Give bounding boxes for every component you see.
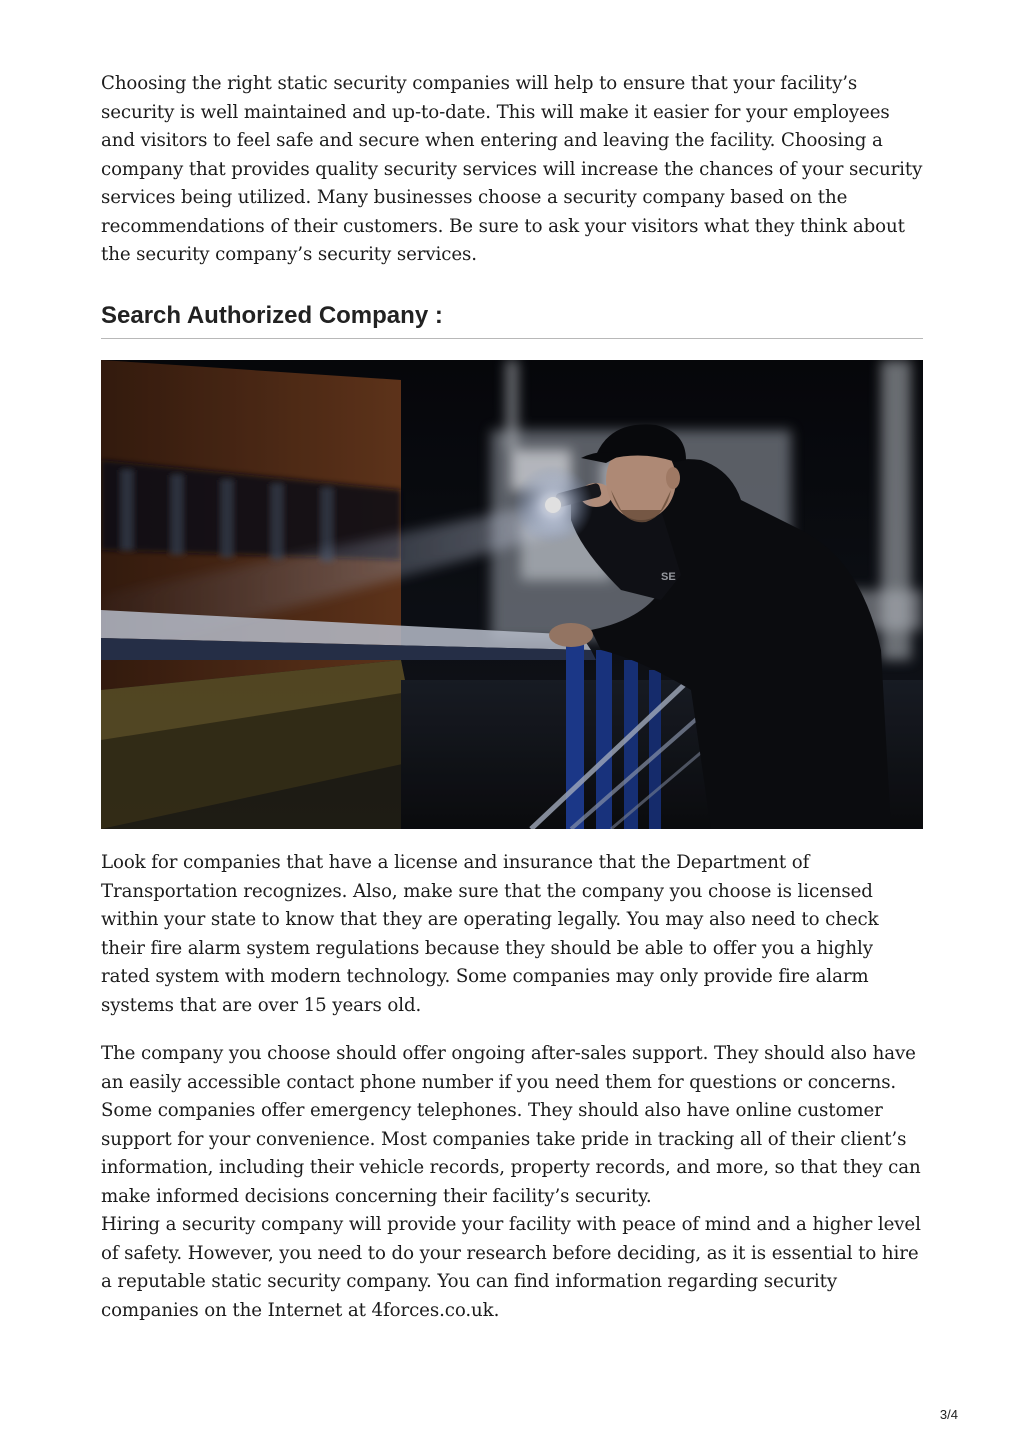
intro-paragraph: Choosing the right static security companies will help to ensure that your facility’s security is well maintained and up-to-date. This will make it easier for your employees and visitors to feel safe and secure when entering and leaving the facility. Choosing a company that provides quality security services will increase the chances of your security services being utilized. Many businesses choose a security company based on the recommendations of their customers. Be sure to ask your visitors what they think about the security company’s security services. (101, 73, 923, 265)
hiring-paragraph: Hiring a security company will provide your facility with peace of mind and a higher level of safety. However, you need to do your research before deciding, as it is essential to hire a reputable static security company. You can find information regarding security companies on the Internet at 4forces.co.uk. (101, 1214, 921, 1321)
page-number: 3/4 (939, 1407, 958, 1422)
document-page (101, 70, 923, 1325)
security-guard-photo (101, 360, 923, 829)
photo-illustration (101, 360, 923, 829)
support-paragraph: The company you choose should offer ongoing after-sales support. They should also have an easily accessible contact phone number if you need them for questions or concerns. Some companies offer emergency telephones. They should also have online customer support for your convenience. Most companies take pride in tracking all of their client’s information, including their vehicle records, property records, and more, so that they can make informed decisions concerning their facility’s security. (101, 1043, 921, 1207)
jacket-badge-text: SE (661, 571, 676, 583)
license-paragraph: Look for companies that have a license and insurance that the Department of Transportation recognizes. Also, make sure that the company you choose is licensed within your state to know that they are operating legally. You may also need to check their fire alarm system regulations because they should be able to offer you a highly rated system with modern technology. Some companies may only provide fire alarm systems that are over 15 years old. (101, 852, 879, 1016)
section-heading: Search Authorized Company : (101, 300, 923, 339)
